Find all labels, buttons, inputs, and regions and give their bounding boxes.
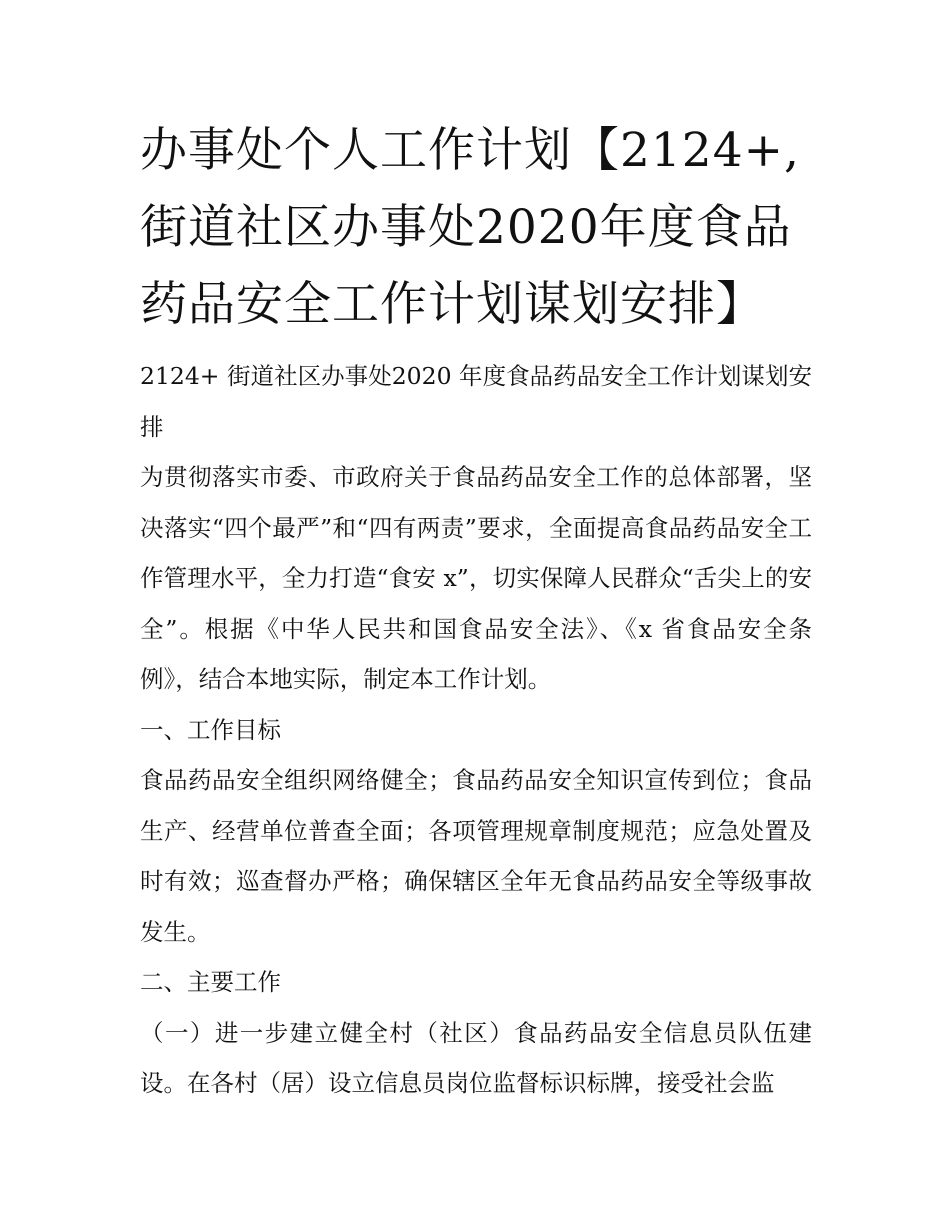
subtitle-paragraph: 2124+ 街道社区办事处2020 年度食品药品安全工作计划谋划安排 (140, 362, 812, 441)
section-heading-goals: 一、工作目标 (140, 715, 281, 744)
title-line-2: 街道社区办事处2020年度食品 (140, 200, 792, 255)
title-line-3: 药品安全工作计划谋划安排】 (140, 277, 764, 332)
title-line-1: 办事处个人工作计划【2124+, (140, 123, 800, 178)
document-title (140, 112, 812, 343)
main-work-paragraph-1: （一）进一步建立健全村（社区）食品药品安全信息员队伍建设。在各村（居）设立信息员岗位监督标识标牌，接受社会监 (140, 1018, 812, 1097)
document-page (140, 112, 812, 1109)
section-heading-main-work: 二、主要工作 (140, 968, 281, 996)
intro-paragraph: 为贯彻落实市委、市政府关于食品药品安全工作的总体部署，坚决落实“四个最严”和“四有两责”要求，全面提高食品药品安全工作管理水平，全力打造“食安 x”，切实保障人民群众“舌尖上的安全”。根据《中华人民共和国食品安全法》、《x 省食品安全条例》，结合本地实际，制定本工作计划。 (140, 463, 812, 693)
goals-paragraph: 食品药品安全组织网络健全；食品药品安全知识宣传到位；食品生产、经营单位普查全面；各项管理规章制度规范；应急处置及时有效；巡查督办严格；确保辖区全年无食品药品安全等级事故发生。 (140, 766, 812, 946)
document-body (140, 351, 812, 1109)
